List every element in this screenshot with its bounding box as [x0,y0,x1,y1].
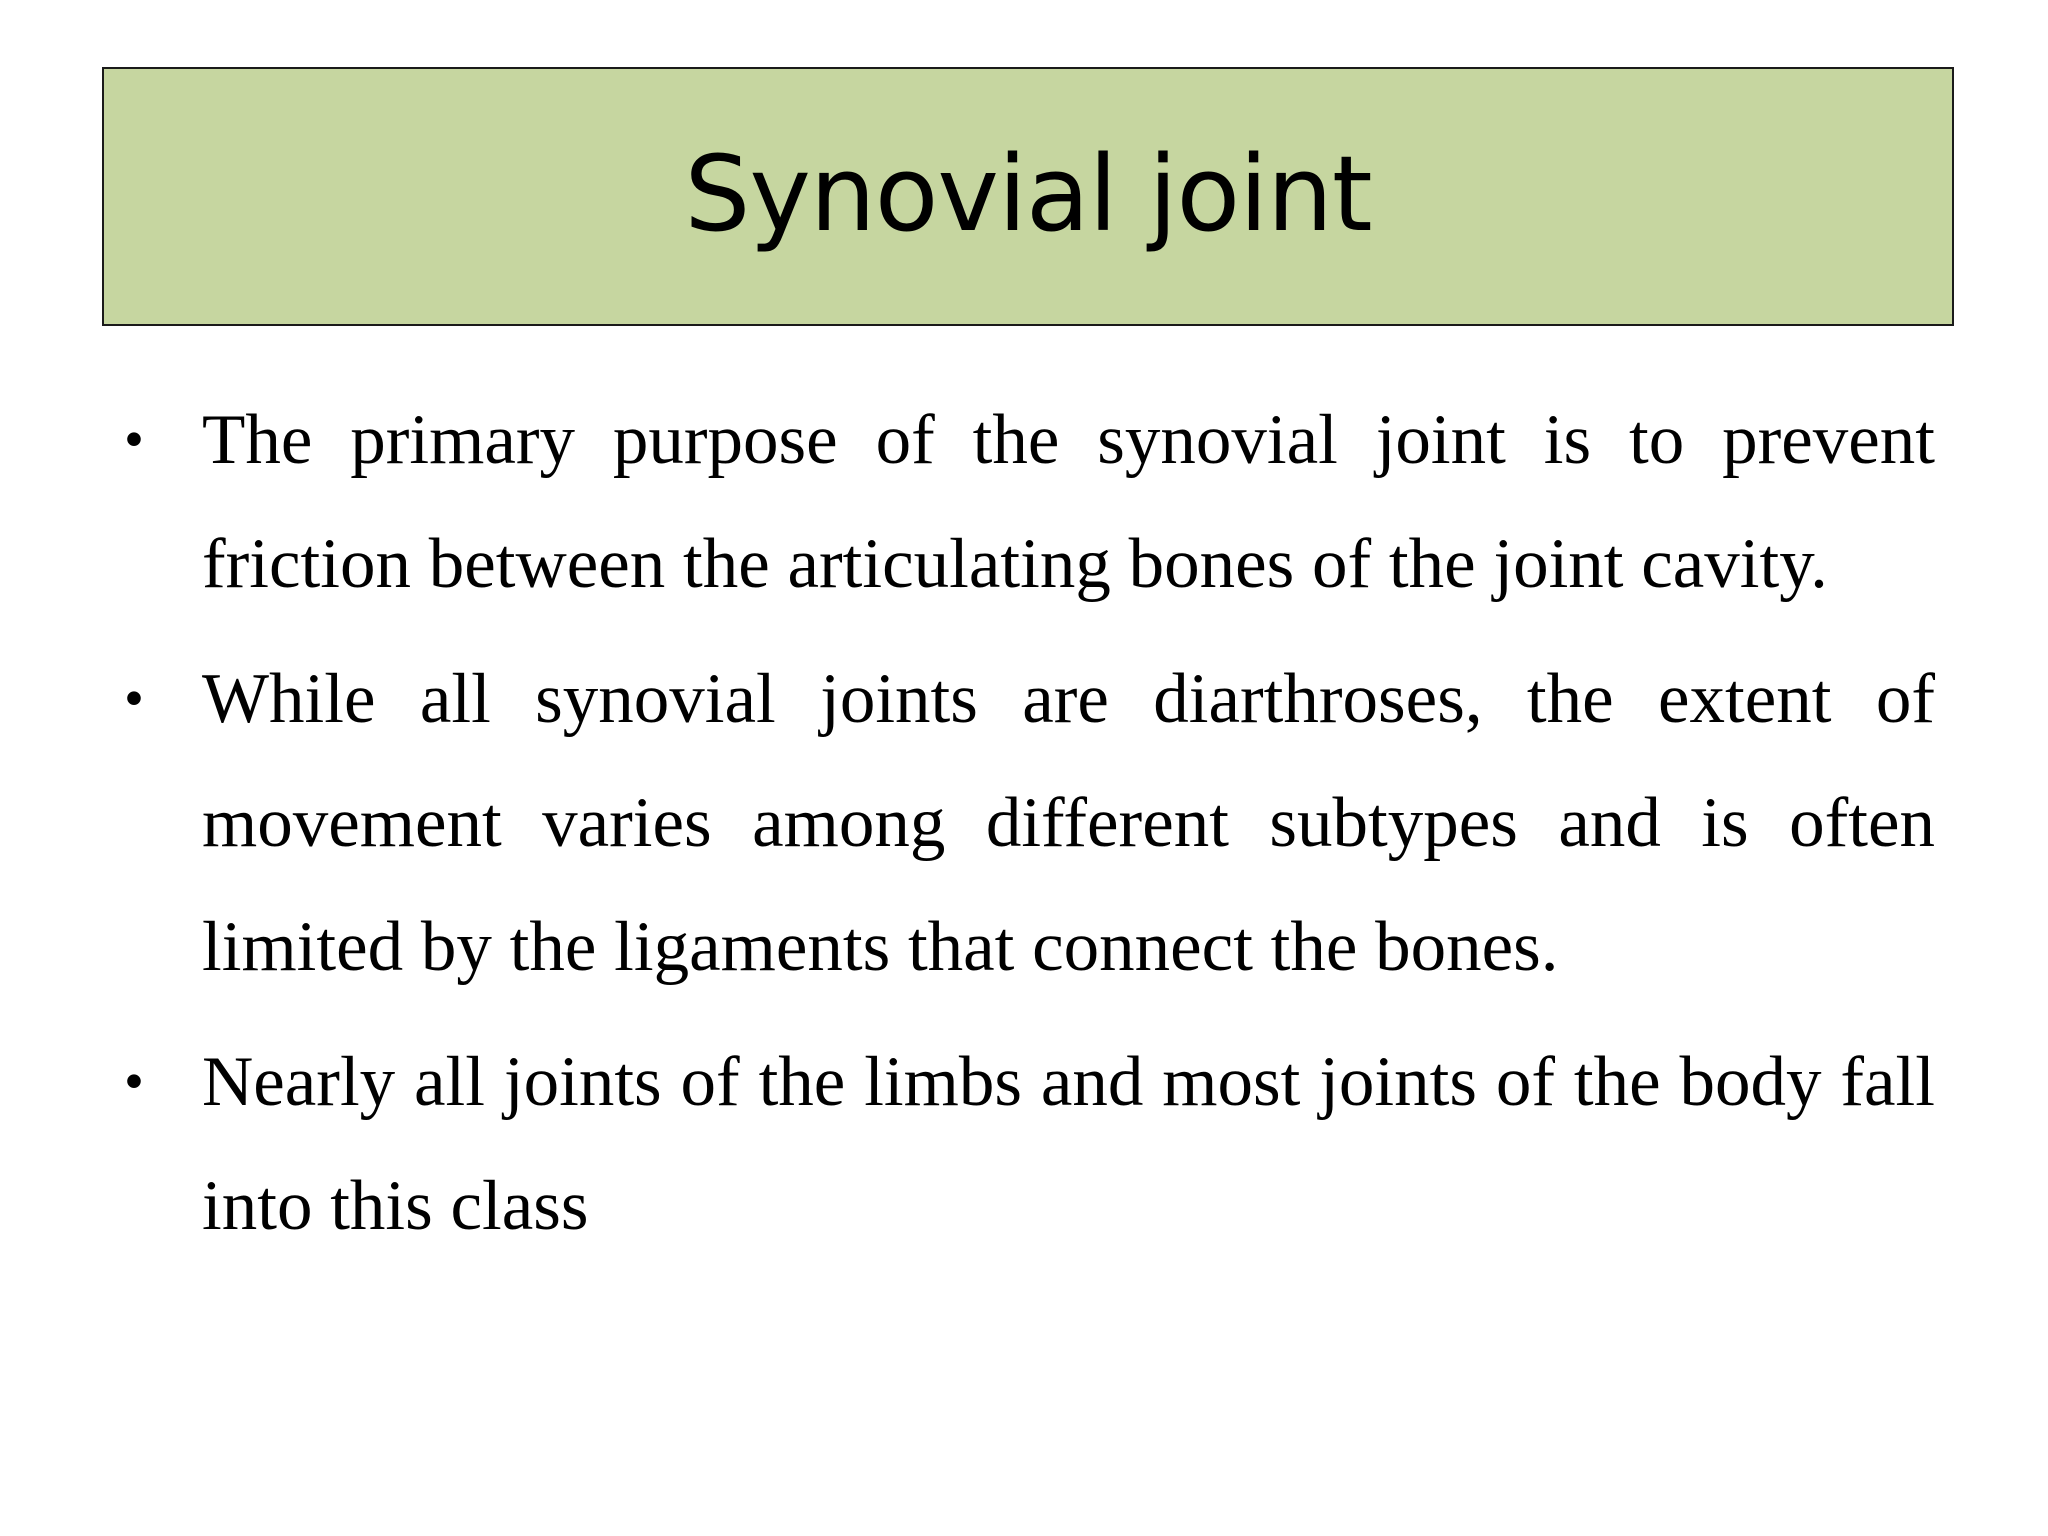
bullet-text: The primary purpose of the synovial joint is to prevent friction between the articulating bones of the joint cavity. [202,401,1935,603]
list-item [120,1020,1935,1268]
bullet-list [120,378,1935,1279]
bullet-marker: • [124,408,144,471]
bullet-marker: • [124,667,144,730]
list-item [120,637,1935,1009]
bullet-text: While all synovial joints are diarthroses, the extent of movement varies among different subtypes and is often limited by the ligaments that connect the bones. [202,660,1935,986]
slide-title: Synovial joint [684,132,1372,255]
list-item [120,378,1935,626]
bullet-text: Nearly all joints of the limbs and most joints of the body fall into this class [202,1043,1935,1245]
bullet-marker: • [124,1050,144,1113]
title-banner [102,67,1954,326]
